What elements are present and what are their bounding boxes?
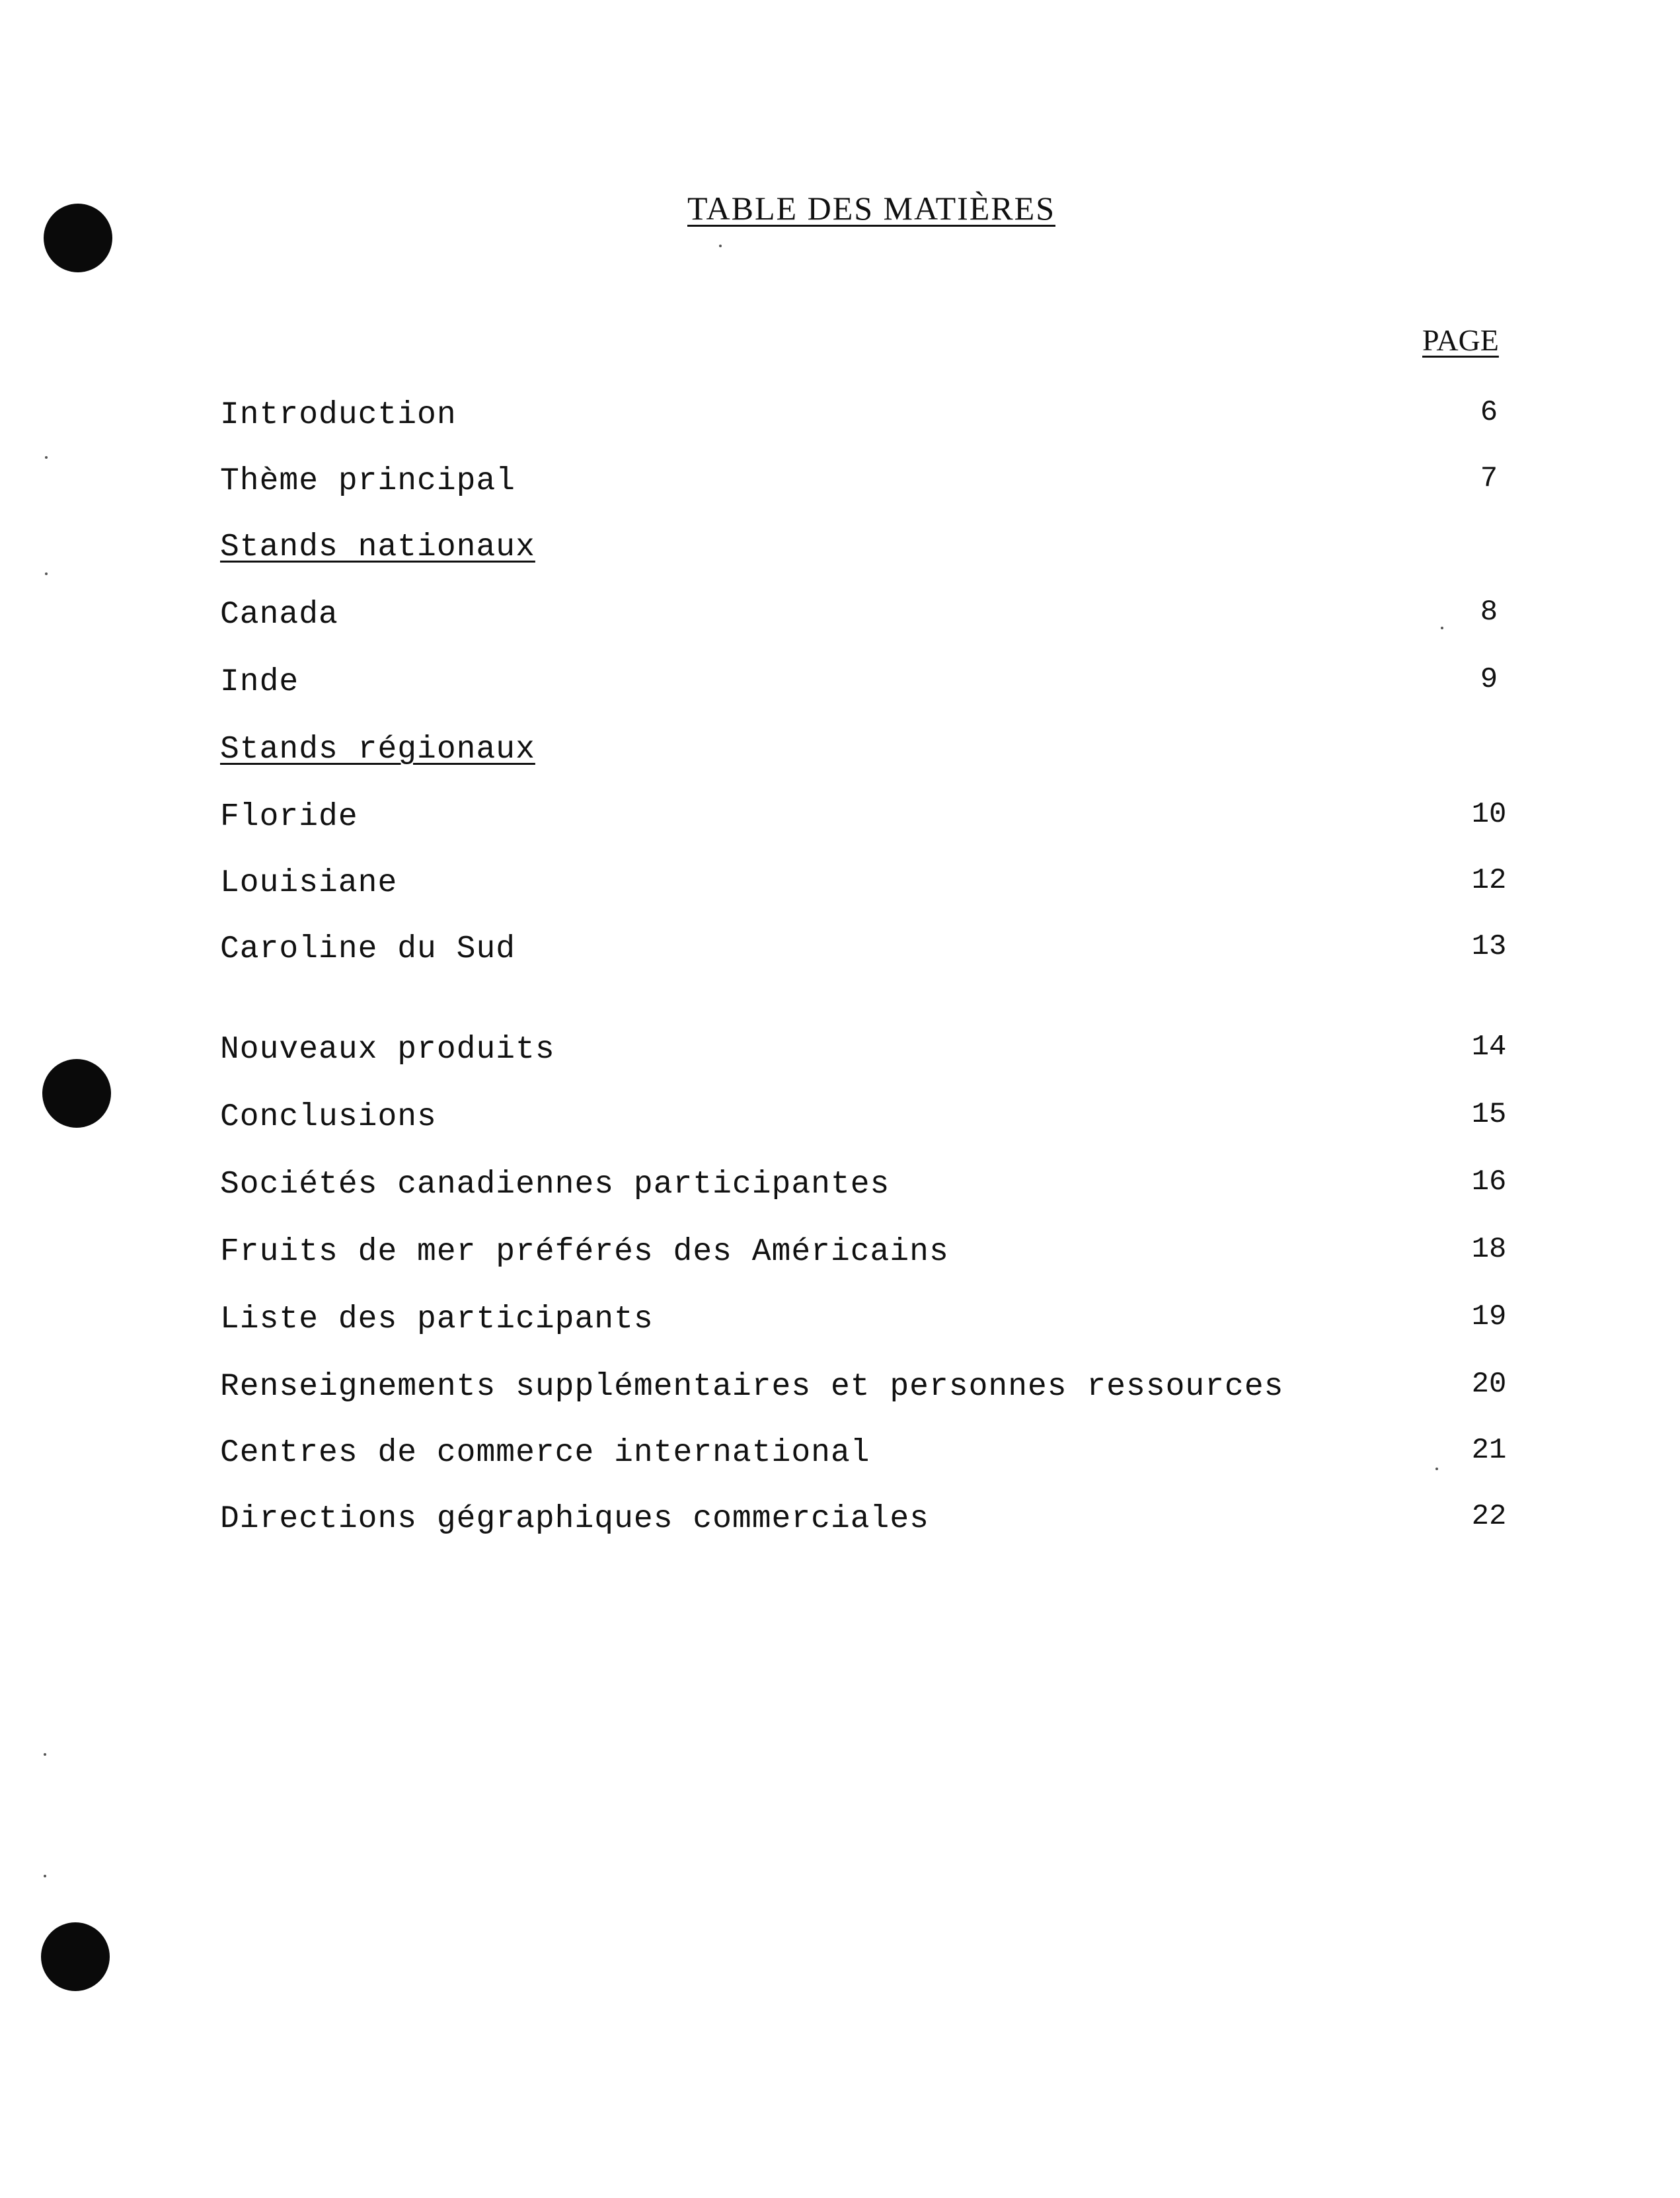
toc-entry-label: Liste des participants <box>220 1302 654 1337</box>
toc-entry-page: 6 <box>1480 396 1498 429</box>
toc-entry-label: Renseignements supplémentaires et personnes ressources <box>220 1369 1284 1405</box>
toc-entry-societes-canadiennes <box>220 1163 1535 1206</box>
scan-speck <box>719 245 722 247</box>
toc-entry-page: 20 <box>1471 1368 1507 1401</box>
toc-entry-label: Inde <box>220 664 299 700</box>
toc-entry-page: 7 <box>1480 462 1498 495</box>
toc-section-label: Stands nationaux <box>220 530 535 565</box>
toc-entry-page: 9 <box>1480 663 1498 696</box>
toc-entry-canada <box>220 594 1535 636</box>
scan-speck <box>45 456 48 459</box>
punch-hole-middle <box>42 1059 111 1128</box>
toc-entry-inde <box>220 661 1535 703</box>
toc-entry-page: 8 <box>1480 596 1498 629</box>
toc-entry-label: Canada <box>220 597 338 633</box>
toc-entry-label: Sociétés canadiennes participantes <box>220 1167 890 1202</box>
toc-entry-page: 16 <box>1471 1165 1507 1198</box>
toc-entry-label: Louisiane <box>220 865 398 901</box>
page-column-header: PAGE <box>1422 323 1499 357</box>
toc-entry-page: 22 <box>1471 1500 1507 1533</box>
toc-entry-renseignements <box>220 1366 1535 1408</box>
punch-hole-top <box>44 204 112 272</box>
toc-entry-introduction <box>220 394 1535 436</box>
toc-entry-louisiane <box>220 862 1535 904</box>
toc-entry-liste-des-participants <box>220 1298 1535 1341</box>
toc-entry-nouveaux-produits <box>220 1029 1535 1071</box>
scan-speck <box>44 1875 46 1877</box>
toc-entry-directions-geographiques <box>220 1498 1535 1540</box>
toc-entry-centres-de-commerce <box>220 1432 1535 1474</box>
scan-speck <box>44 1753 46 1756</box>
toc-entry-page: 13 <box>1471 930 1507 963</box>
toc-entry-conclusions <box>220 1096 1535 1138</box>
toc-section-label: Stands régionaux <box>220 732 535 767</box>
toc-entry-label: Thème principal <box>220 463 516 499</box>
toc-entry-caroline-du-sud <box>220 928 1535 970</box>
toc-entry-page: 18 <box>1471 1233 1507 1266</box>
toc-entry-label: Conclusions <box>220 1099 437 1135</box>
toc-entry-label: Centres de commerce international <box>220 1435 870 1471</box>
scan-speck <box>45 572 48 575</box>
toc-entry-fruits-de-mer <box>220 1231 1535 1273</box>
punch-hole-bottom <box>41 1922 110 1991</box>
toc-entry-theme-principal <box>220 460 1535 502</box>
toc-entry-label: Introduction <box>220 397 457 433</box>
toc-entry-page: 15 <box>1471 1098 1507 1131</box>
toc-entry-page: 10 <box>1471 798 1507 831</box>
toc-entry-label: Caroline du Sud <box>220 931 516 967</box>
document-title: TABLE DES MATIÈRES <box>687 190 1055 227</box>
toc-entry-label: Directions gégraphiques commerciales <box>220 1501 929 1537</box>
toc-section-stands-regionaux <box>220 728 1535 771</box>
toc-entry-floride <box>220 796 1535 838</box>
toc-entry-page: 14 <box>1471 1031 1507 1064</box>
toc-entry-page: 12 <box>1471 864 1507 897</box>
toc-entry-page: 21 <box>1471 1434 1507 1467</box>
toc-entry-label: Fruits de mer préférés des Américains <box>220 1234 949 1270</box>
toc-entry-page: 19 <box>1471 1300 1507 1333</box>
toc-section-stands-nationaux <box>220 526 1535 569</box>
toc-entry-label: Floride <box>220 799 358 835</box>
toc-entry-label: Nouveaux produits <box>220 1032 555 1068</box>
